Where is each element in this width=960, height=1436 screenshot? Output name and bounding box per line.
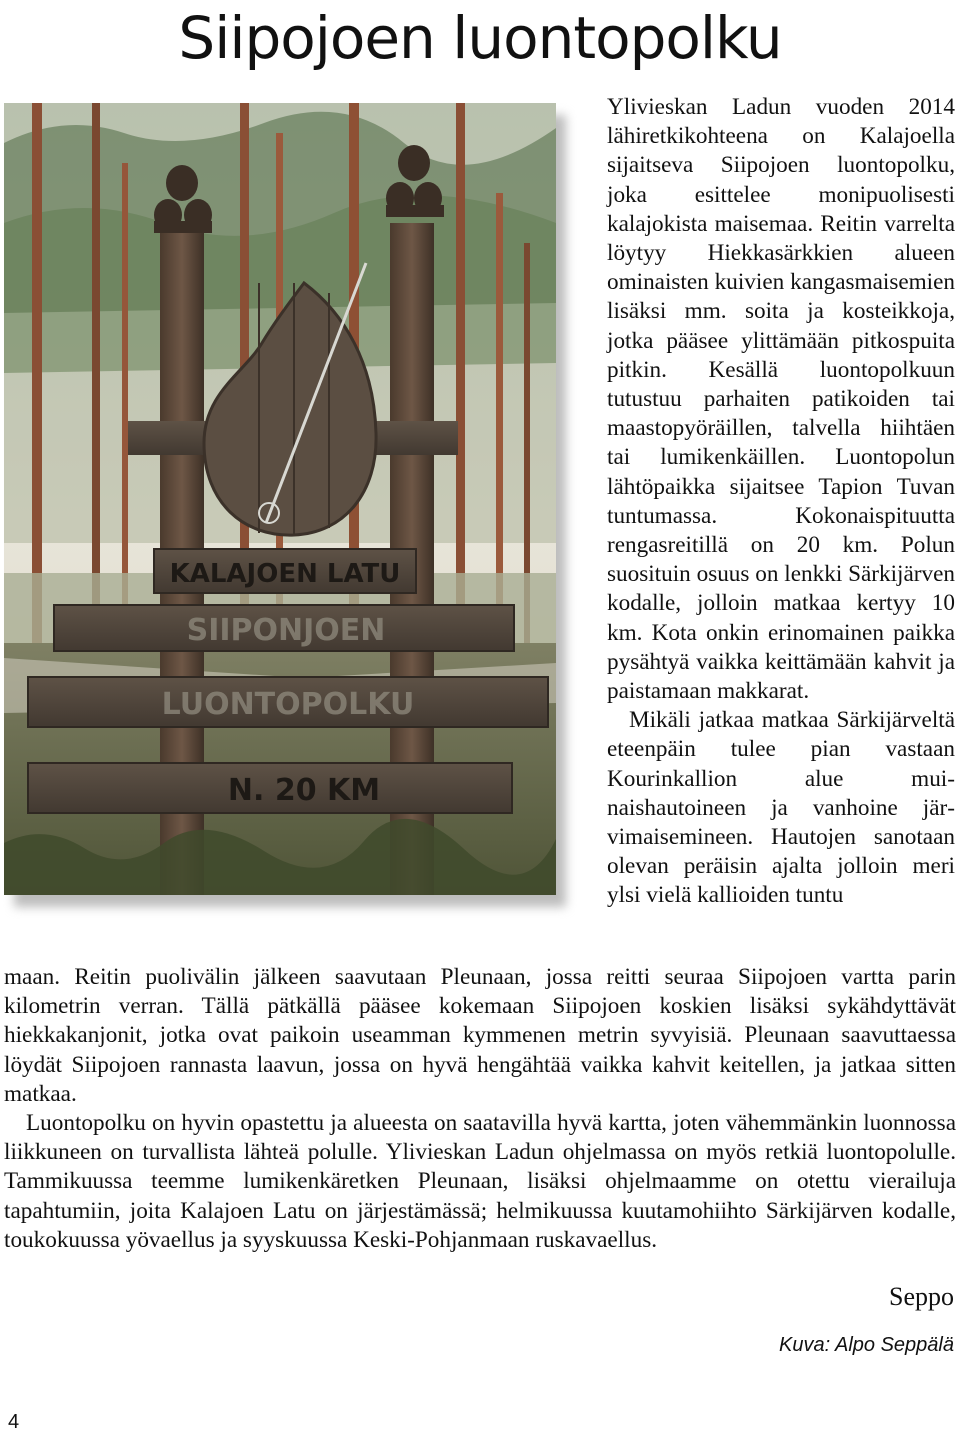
article-photo (4, 103, 556, 895)
full-paragraph-2: Luontopolku on hyvin opastettu ja alueesta on saatavilla hyvä kartta, joten vähemmänkin luonnossa liikkuneen on turvallista lähteä polulle. Ylivieskan Ladun ohjelmassa on myös retkiä luontopolulle. Tammikuussa teemme lumikenkäretken Pleunaan, lisäksi ohjelmaamme on otettu vierailuja tapahtumiin, joita Kalajoen Latu on järjestämässä; helmikuussa kuutamohiihto Särkijärven kodalle, toukokuussa yövaellus ja syyskuussa Keski-Pohjanmaan ruskavaellus. (4, 1110, 956, 1253)
author-signature: Seppo (889, 1282, 954, 1311)
sign-text-4: N. 20 KM (227, 773, 381, 808)
article-column-text (607, 93, 955, 911)
page-title: Siipojoen luontopolku (178, 4, 782, 72)
trail-sign-photo (4, 103, 556, 895)
article-full-width-text (4, 963, 956, 1255)
full-paragraph-1: maan. Reitin puolivälin jälkeen saavutaan Pleunaan, jossa reitti seuraa Siipojoen vartta parin kilometrin verran. Tällä pätkällä pääsee kokemaan Siipojoen koskien lisäksi sykähdyttävät hiekkakanjonit, jotka ovat paikoin useamman kymmenen metrin syvyisiä. Pleunaan saavuttaessa löydät Siipojoen rannasta laavun, jossa on hyvä hengähtää vaikka kahvit keitellen, ja jatkaa sitten matkaa. (4, 964, 956, 1107)
column-paragraph-2: Mikäli jatkaa matkaa Särkijärveltä eteenpäin tulee pian vastaan Kourinkallion alue muinaishautoineen ja vanhoine järvimaisemineen. Hautojen sanotaan olevan peräisin ajalta jolloin meri ylsi vielä kallioiden tuntu (607, 707, 955, 909)
sign-text-2: SIIPONJOEN (186, 613, 386, 648)
photo-credit: Kuva: Alpo Seppälä (779, 1334, 954, 1356)
page-number: 4 (8, 1411, 20, 1433)
column-paragraph-1: Ylivieskan Ladun vuoden 2014 lähiretkikohteena on Kalajoella sijaitseva Siipojoen luontopolku, joka esittelee monipuolisesti kalajokista maisemaa. Reitin varrelta löytyy Hiekkasärkkien alueen ominaisten kuivien kangasmaisemien lisäksi mm. soita ja kosteikkoja, jotka pääsee ylittämään pitkospuita pitkin. Kesällä luontopolkuun tutustuu parhaiten patikoiden tai maastopyöräillen, talvella hiihtäen tai lumikenkäillen. Luontopolun lähtöpaikka sijaitsee Tapion Tuvan tuntumassa. Kokonaispituutta rengasreitillä on 20 km. Polun suosituin osuus on lenkki Särkijärven kodalle, jolloin matkaa kertyy 10 km. Kota onkin erinomainen paikka pysähtyä vaikka keittämään kahvit ja paistamaan makkarat. (607, 94, 955, 705)
sign-text-1: KALAJOEN LATU (169, 559, 401, 589)
sign-text-3: LUONTOPOLKU (161, 687, 415, 722)
